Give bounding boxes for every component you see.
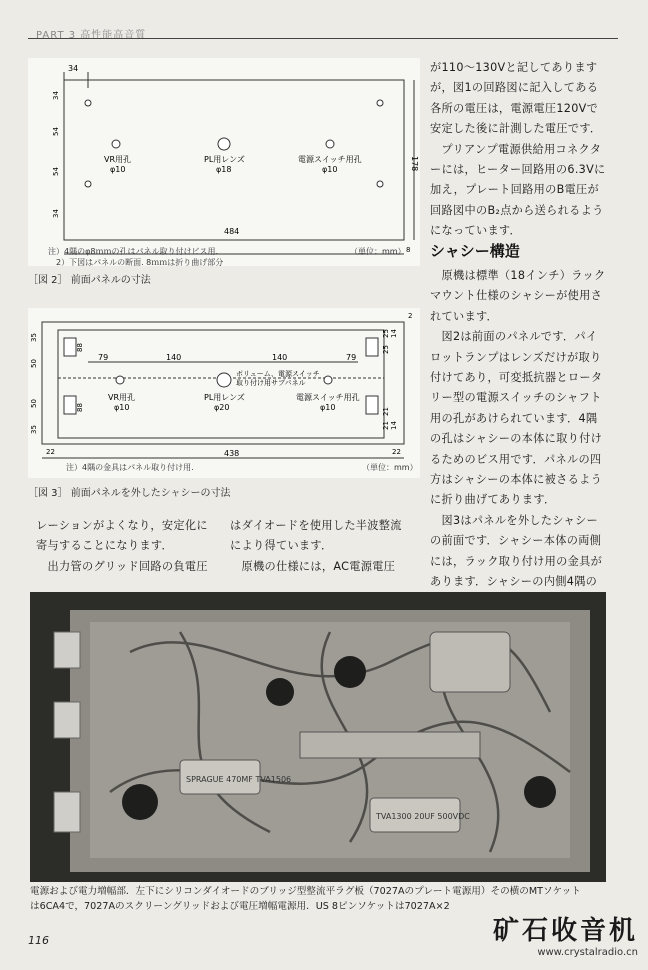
dim-h50b: 50 — [30, 399, 38, 408]
power-switch-label: 電源スイッチ用孔 — [298, 155, 362, 164]
lug-strip — [300, 732, 480, 758]
sub-panel-label: 取り付け用サブパネル — [236, 379, 306, 387]
power-switch-dia: φ10 — [322, 165, 338, 174]
dim-h35b: 35 — [30, 425, 38, 434]
fig3-caption: ［図 3］ 前面パネルを外したシャシーの寸法 — [28, 488, 231, 499]
bottom-column-1 — [36, 516, 216, 577]
pl-lens-dia: φ20 — [214, 403, 230, 412]
power-switch-hole — [326, 140, 334, 148]
fig2-unit: （単位：mm） — [350, 247, 406, 256]
dim-vert-mid2: 54 — [52, 167, 60, 176]
vr-hole-label: VR用孔 — [104, 155, 132, 164]
bottom-column-2 — [230, 516, 410, 577]
chassis-photo-drawing — [30, 592, 606, 882]
vr-hole — [112, 140, 120, 148]
vr-hole-label: VR用孔 — [108, 393, 136, 402]
paragraph: プリアンプ電源供給用コネクターには，ヒーター回路用の6.3Vに加え，プレート回路用のB電圧が回路図中のB₂点から送られるようになっています． — [430, 142, 606, 238]
paragraph: が110～130Vと記してありますが，図1の回路図に記入してある各所の電圧は，電源電圧120Vで安定した後に計測した電圧です． — [430, 61, 602, 136]
bracket-tr — [366, 338, 378, 356]
fig2-caption: ［図 2］ 前面パネルの寸法 — [28, 275, 151, 286]
pl-lens-label: PL用レンズ — [204, 155, 245, 164]
paragraph: レーションがよくなり，安定化に寄与することになります． 出力管のグリッド回路の負電圧 — [36, 519, 208, 573]
dim-right-edge: 22 — [392, 448, 401, 456]
dim-width: 484 — [224, 227, 240, 236]
dim-vert-bottom: 34 — [52, 209, 60, 218]
dim-h25a: 25 — [382, 329, 390, 338]
right-column-text-2 — [430, 266, 608, 593]
capacitor-can — [430, 632, 510, 692]
dim-h50a: 50 — [30, 359, 38, 368]
power-switch-dia: φ10 — [320, 403, 336, 412]
volume-label: ボリューム、電源スイッチ — [236, 370, 320, 378]
dim-140a: 140 — [166, 353, 182, 362]
mount-hole-tr — [377, 100, 383, 106]
dim-h21a: 21 — [382, 421, 390, 430]
watermark-title: 矿石收音机 — [492, 916, 638, 946]
pl-lens-hole — [218, 138, 230, 150]
power-switch-label: 電源スイッチ用孔 — [296, 393, 360, 402]
dim-left-edge: 22 — [46, 448, 55, 456]
header-rule — [28, 38, 618, 39]
tube-socket — [524, 776, 556, 808]
page-number: 116 — [28, 934, 49, 947]
dim-h35a: 35 — [30, 333, 38, 342]
chassis-photo — [30, 592, 606, 882]
figure-3-drawing — [28, 308, 420, 478]
paragraph: 原機は標準（18インチ）ラックマウント仕様のシャシーが使用されています． — [430, 269, 606, 323]
paragraph: 図2は前面のパネルです．パイロットランプはレンズだけが取り付けてあり，可変抵抗器とロータリー型の電源スイッチのシャフト用の孔があけられています．4隅の孔はシャシーの本体に取り付けるためのビス用です．パネルの四方はシャシーの本体に被さるように折り曲げてあります． — [430, 330, 603, 507]
mount-hole-tl — [85, 100, 91, 106]
dim-h88a: 88 — [76, 343, 84, 352]
bracket-bl — [64, 396, 76, 414]
tube-socket — [334, 656, 366, 688]
vr-hole — [116, 376, 124, 384]
mount-hole-bl — [85, 181, 91, 187]
right-column-text-1 — [430, 58, 608, 242]
dim-79a: 79 — [98, 353, 109, 362]
pl-lens-dia: φ18 — [216, 165, 232, 174]
dim-vert-mid1: 54 — [52, 127, 60, 136]
dim-h88b: 88 — [76, 403, 84, 412]
rack-bracket — [54, 702, 80, 738]
fig3-note: 注）4隅の金具はパネル取り付け用. — [66, 463, 194, 472]
figure-2 — [28, 58, 420, 266]
section-title: シャシー構造 — [430, 242, 520, 260]
fig2-note-1: 注）4隅のφ8ｍｍの孔はパネル取り付けビス用. — [48, 247, 218, 256]
dim-vert-top: 34 — [52, 91, 60, 100]
bracket-tl — [64, 338, 76, 356]
dim-79b: 79 — [346, 353, 357, 362]
fig3-unit: （単位：mm） — [362, 463, 418, 472]
dim-height: 178 — [410, 156, 419, 172]
dim-140b: 140 — [272, 353, 288, 362]
mount-hole-br — [377, 181, 383, 187]
paragraph: はダイオードを使用した半波整流により得ています． 原機の仕様には，AC電源電圧 — [230, 519, 402, 573]
running-head: PART 3 高性能高音質 — [36, 30, 147, 41]
fig2-note-2: 2）下図はパネルの断面. 8ｍｍは折り曲げ部分 — [56, 258, 224, 267]
dim-h14a: 14 — [390, 329, 398, 338]
photo-caption: 電源および電力増幅部．左下にシリコンダイオードのブリッジ型整流平ラグ板（7027Aのプレート電源用）その横のMTソケットは6CA4で，7027Aのスクリーングリッドおよび電圧増幅電源用．US 8ピンソケットは7027A×2 — [30, 886, 581, 912]
bracket-br — [366, 396, 378, 414]
capacitor-label: SPRAGUE 470MF TVA1506 — [186, 775, 292, 784]
dim-h14b: 14 — [390, 421, 398, 430]
dim-left-offset: 34 — [68, 64, 79, 73]
tube-socket — [122, 784, 158, 820]
rack-bracket — [54, 792, 80, 832]
figure-2-drawing — [28, 58, 420, 266]
paragraph: 図3はパネルを外したシャシーの前面です．シャシー本体の両側には，ラック取り付け用の金具があります．シャシーの内側4隅の — [430, 513, 603, 589]
figure-3 — [28, 308, 420, 478]
dim-top2: 2 — [408, 312, 413, 320]
pl-lens-label: PL用レンズ — [204, 393, 245, 402]
watermark-url: www.crystalradio.cn — [537, 947, 638, 958]
pl-lens-hole — [217, 373, 231, 387]
capacitor-label: TVA1300 20UF 500VDC — [376, 812, 470, 821]
rack-bracket — [54, 632, 80, 668]
watermark — [493, 910, 638, 958]
tube-socket — [266, 678, 294, 706]
dim-width: 438 — [224, 449, 240, 458]
vr-hole-dia: φ10 — [110, 165, 126, 174]
dim-h25b: 25 — [382, 345, 390, 354]
power-switch-hole — [324, 376, 332, 384]
dim-thickness: 8 — [406, 246, 411, 254]
dim-h21b: 21 — [382, 407, 390, 416]
vr-hole-dia: φ10 — [114, 403, 130, 412]
